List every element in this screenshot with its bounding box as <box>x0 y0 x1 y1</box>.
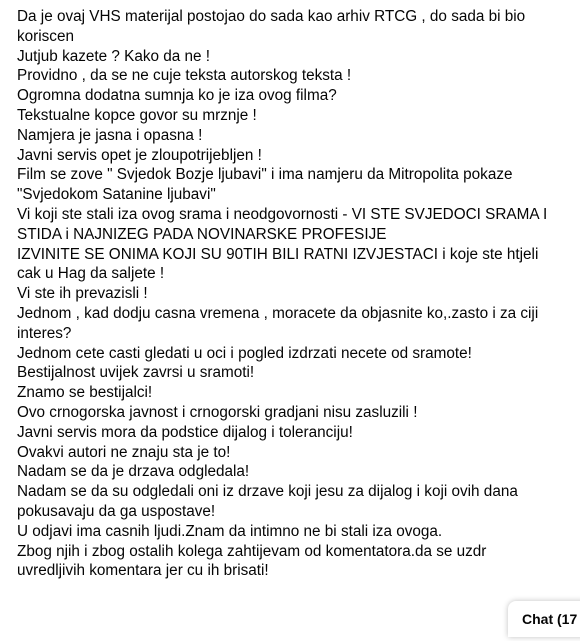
chat-tab-label: Chat (17 <box>522 611 578 627</box>
post-line: Zbog njih i zbog ostalih kolega zahtijevam od komentatora.da se uzdr <box>17 542 487 560</box>
post-body-text <box>17 7 577 581</box>
post-line: koriscen <box>17 27 74 45</box>
post-line: Ogromna dodatna sumnja ko je iza ovog filma? <box>17 87 337 105</box>
post-line: Bestijalnost uvijek zavrsi u sramoti! <box>17 364 255 382</box>
post-line: Jednom cete casti gledati u oci i pogled izdrzati necete od sramote! <box>17 344 472 362</box>
post-line: U odjavi ima casnih ljudi.Znam da intimno ne bi stali iza ovoga. <box>17 522 443 540</box>
post-line: Vi ste ih prevazisli ! <box>17 285 148 303</box>
post-line: Javni servis opet je zloupotrijebljen ! <box>17 146 262 164</box>
post-line: Ovakvi autori ne znaju sta je to! <box>17 443 231 461</box>
post-line: IZVINITE SE ONIMA KOJI SU 90TIH BILI RATNI IZVJESTACI i koje ste htjeli <box>17 245 539 263</box>
post-line: Znamo se bestijalci! <box>17 384 153 402</box>
post-line: cak u Hag da saljete ! <box>17 265 165 283</box>
post-line: Javni servis mora da podstice dijalog i toleranciju! <box>17 423 353 441</box>
post-line: Film se zove " Svjedok Bozje ljubavi" i ima namjeru da Mitropolita pokaze <box>17 166 513 184</box>
post-line: Vi koji ste stali iza ovog srama i neodgovornosti - VI STE SVJEDOCI SRAMA I <box>17 205 548 223</box>
post-line: pokusavaju da ga uspostave! <box>17 502 216 520</box>
post-line: STIDA i NAJNIZEG PADA NOVINARSKE PROFESIJE <box>17 225 387 243</box>
post-line: Tekstualne kopce govor su mrznje ! <box>17 106 257 124</box>
post-line: interes? <box>17 324 72 342</box>
post-line: uvredljivih komentara jer cu ih brisati! <box>17 562 269 580</box>
post-line: Namjera je jasna i opasna ! <box>17 126 203 144</box>
post-line: Nadam se da je drzava odgledala! <box>17 463 250 481</box>
post-line: Da je ovaj VHS materijal postojao do sada kao arhiv RTCG , do sada bi bio <box>17 8 526 25</box>
post-line: Jednom , kad dodju casna vremena , moracete da objasnite ko,.zasto i za ciji <box>17 304 539 322</box>
post-line: Jutjub kazete ? Kako da ne ! <box>17 47 211 65</box>
post-line: "Svjedokom Satanine ljubavi" <box>17 186 216 204</box>
post-line: Providno , da se ne cuje teksta autorskog teksta ! <box>17 67 352 85</box>
post-line: Nadam se da su odgledali oni iz drzave koji jesu za dijalog i koji ovih dana <box>17 483 518 501</box>
post-line: Ovo crnogorska javnost i crnogorski gradjani nisu zasluzili ! <box>17 403 418 421</box>
chat-tab-button[interactable] <box>508 601 580 637</box>
